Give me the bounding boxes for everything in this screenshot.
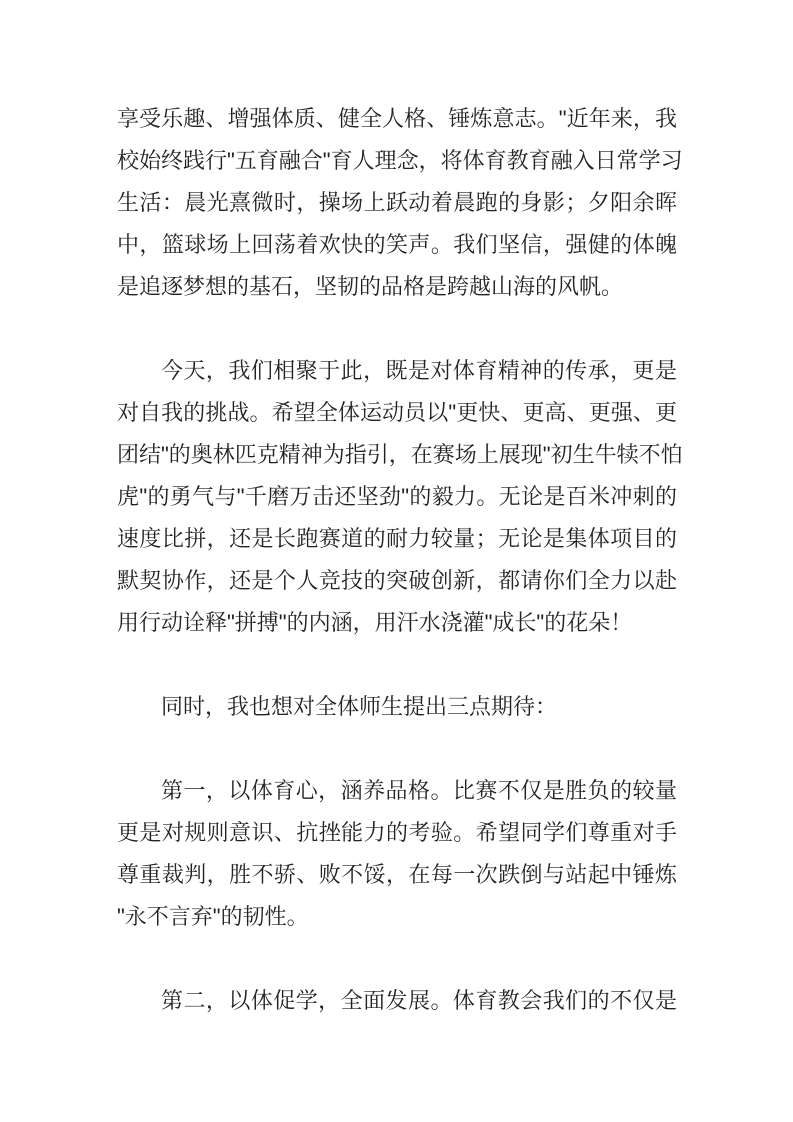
paragraph-3 xyxy=(117,686,677,728)
text-line: 校始终践行"五育融合"育人理念，将体育教育融入日常学习 xyxy=(117,148,683,173)
text-line: 享受乐趣、增强体质、健全人格、锤炼意志。"近年来，我 xyxy=(117,106,677,131)
text-line: 今天，我们相聚于此，既是对体育精神的传承，更是 xyxy=(161,358,677,383)
text-line: "永不言弃"的韧性。 xyxy=(117,904,309,929)
document-body xyxy=(117,98,683,1022)
paragraph-1 xyxy=(117,98,683,308)
text-line: 团结"的奥林匹克精神为指引，在赛场上展现"初生牛犊不怕 xyxy=(117,442,683,467)
paragraph-2 xyxy=(117,350,683,644)
text-line: 对自我的挑战。希望全体运动员以"更快、更高、更强、更 xyxy=(117,400,677,425)
text-line: 第二，以体促学，全面发展。体育教会我们的不仅是 xyxy=(161,988,677,1013)
text-line: 速度比拼，还是长跑赛道的耐力较量；无论是集体项目的 xyxy=(117,526,677,551)
paragraph-4 xyxy=(117,770,677,938)
text-line: 生活：晨光熹微时，操场上跃动着晨跑的身影；夕阳余晖 xyxy=(117,190,677,215)
text-line: 第一，以体育心，涵养品格。比赛不仅是胜负的较量 xyxy=(161,778,677,803)
text-line: 尊重裁判，胜不骄、败不馁，在每一次跌倒与站起中锤炼 xyxy=(117,862,677,887)
text-line: 用行动诠释"拼搏"的内涵，用汗水浇灌"成长"的花朵！ xyxy=(117,610,633,635)
text-line: 中，篮球场上回荡着欢快的笑声。我们坚信，强健的体魄 xyxy=(117,232,677,257)
text-line: 同时，我也想对全体师生提出三点期待： xyxy=(161,694,558,719)
paragraph-5 xyxy=(117,980,677,1022)
text-line: 是追逐梦想的基石，坚韧的品格是跨越山海的风帆。 xyxy=(117,274,624,299)
text-line: 默契协作，还是个人竞技的突破创新，都请你们全力以赴 xyxy=(117,568,677,593)
text-line: 虎"的勇气与"千磨万击还坚劲"的毅力。无论是百米冲刺的 xyxy=(117,484,677,509)
text-line: 更是对规则意识、抗挫能力的考验。希望同学们尊重对手 xyxy=(117,820,677,845)
